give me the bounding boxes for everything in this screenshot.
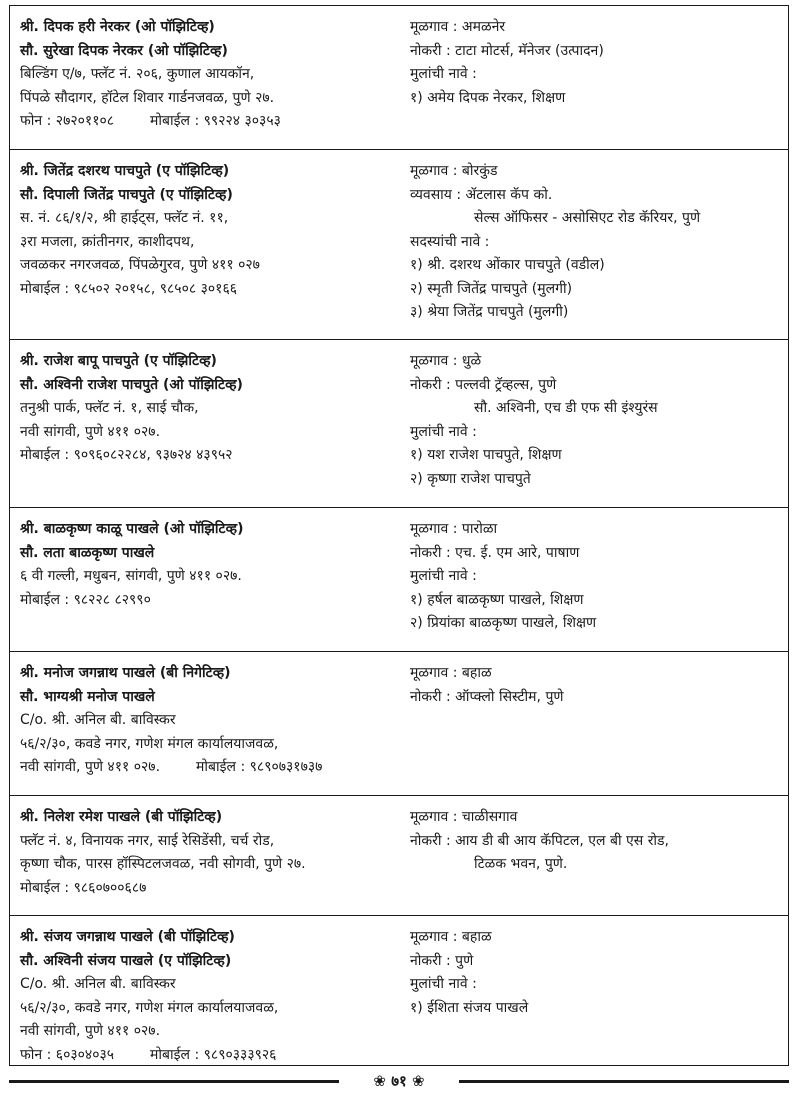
child-name: २) कृष्णा राजेश पाचपुते (410, 470, 531, 487)
head-name: श्री. राजेश बापू पाचपुते (ए पॉझिटिव्ह) (20, 353, 217, 369)
family-entry (10, 149, 788, 339)
details-column (410, 518, 780, 651)
phone-line (20, 756, 410, 780)
occupation-address: टिळक भवन, पुणे. (474, 856, 568, 872)
family-entry (10, 6, 788, 149)
family-entry (10, 795, 788, 915)
footer-rule-left (9, 1080, 339, 1083)
native-place: मूळगाव : बहाळ (410, 929, 492, 945)
head-name: श्री. संजय जगन्नाथ पाखले (बी पॉझिटिव्ह) (20, 929, 235, 945)
address-line: ५६/२/३०, कवडे नगर, गणेश मंगल कार्यालयाजवळ, (20, 999, 279, 1016)
contact-column (20, 160, 410, 339)
child-name: १) यश राजेश पाचपुते, शिक्षण (410, 447, 562, 463)
member-name: १) श्री. दशरथ ओंकार पाचपुते (वडील) (410, 257, 605, 273)
occupation: नोकरी : पुणे (410, 952, 474, 969)
address-line: जवळकर नगरजवळ, पिंपळेगुरव, पुणे ४११ ०२७ (20, 257, 260, 273)
head-name: श्री. मनोज जगन्नाथ पाखले (बी निगेटिव्ह) (20, 665, 231, 681)
head-name: श्री. बाळकृष्ण काळू पाखले (ओ पॉझिटिव्ह) (20, 521, 244, 537)
spouse-name: सौ. लता बाळकृष्ण पाखले (20, 544, 155, 561)
address-line: C/o. श्री. अनिल बी. बाविस्कर (20, 976, 176, 992)
family-entry (10, 651, 788, 795)
phone-number: फोन : २७२०११०८ (20, 113, 115, 129)
children-heading: मुलांची नावे : (410, 423, 477, 440)
designation: सेल्स ऑफिसर - असोसिएट रोड कॅरियर, पुणे (474, 210, 701, 226)
occupation: नोकरी : टाटा मोटर्स, मॅनेजर (उत्पादन) (410, 42, 604, 59)
native-place: मूळगाव : बोरकुंड (410, 163, 498, 179)
family-entry (10, 339, 788, 507)
business: व्यवसाय : ॲटलास कॅप को. (410, 186, 553, 203)
details-column (410, 926, 780, 1065)
ornament-icon: ❀ (412, 1072, 425, 1090)
child-name: १) ईशिता संजय पाखले (410, 999, 529, 1016)
family-entry (10, 915, 788, 1065)
child-name: २) प्रियांका बाळकृष्ण पाखले, शिक्षण (410, 615, 597, 631)
mobile-number: मोबाईल : ९९२२४ ३०३५३ (150, 113, 281, 129)
address-line: ५६/२/३०, कवडे नगर, गणेश मंगल कार्यालयाजवळ, (20, 735, 279, 752)
mobile-number: मोबाईल : ९०९६०८२२८४, ९३७२४ ४३९५२ (20, 447, 233, 463)
address-line: नवी सांगवी, पुणे ४११ ०२७. (20, 1023, 161, 1039)
family-entry (10, 507, 788, 651)
address-line: ३रा मजला, क्रांतीनगर, काशीदपथ, (20, 233, 195, 250)
mobile-number: मोबाईल : ९८२२८ ८२९९० (20, 591, 151, 608)
spouse-name: सौ. अश्विनी राजेश पाचपुते (ओ पॉझिटिव्ह) (20, 376, 243, 393)
page-number: ❀ ७१ ❀ (373, 1072, 425, 1090)
member-name: ३) श्रेया जितेंद्र पाचपुते (मुलगी) (410, 304, 569, 320)
details-column (410, 662, 780, 795)
details-column (410, 160, 780, 339)
contact-column (20, 518, 410, 651)
head-name: श्री. दिपक हरी नेरकर (ओ पॉझिटिव्ह) (20, 19, 215, 35)
member-name: २) स्मृती जितेंद्र पाचपुते (मुलगी) (410, 280, 573, 297)
spouse-name: सौ. सुरेखा दिपक नेरकर (ओ पॉझिटिव्ह) (20, 42, 228, 59)
details-column (410, 16, 780, 149)
address-line: फ्लॅट नं. ४, विनायक नगर, साई रेसिडेंसी, चर्च रोड, (20, 832, 275, 849)
address-line: ६ वी गल्ली, मधुबन, सांगवी, पुणे ४११ ०२७. (20, 568, 242, 584)
address-line: नवी सांगवी, पुणे ४११ ०२७. (20, 759, 161, 775)
native-place: मूळगाव : चाळीसगाव (410, 809, 518, 825)
occupation: नोकरी : पल्लवी ट्रॅव्हल्स, पुणे (410, 376, 557, 393)
mobile-number: मोबाईल : ९८५०२ २०१५८, ९८५०८ ३०१६६ (20, 280, 238, 297)
phone-line (20, 110, 410, 134)
children-heading: मुलांची नावे : (410, 66, 477, 82)
native-place: मूळगाव : अमळनेर (410, 19, 506, 35)
mobile-number: मोबाईल : ९८९०३३३९२६ (150, 1046, 277, 1063)
spouse-name: सौ. भाग्यश्री मनोज पाखले (20, 688, 155, 705)
address-line: C/o. श्री. अनिल बी. बाविस्कर (20, 712, 176, 728)
address-line: स. नं. ८६/१/२, श्री हाईट्स, फ्लॅट नं. ११, (20, 210, 229, 226)
members-heading: सदस्यांची नावे : (410, 233, 490, 250)
occupation: नोकरी : ऑप्क्लो सिस्टीम, पुणे (410, 688, 564, 705)
contact-column (20, 350, 410, 507)
child-name: १) अमेय दिपक नेरकर, शिक्षण (410, 89, 566, 106)
spouse-name: सौ. दिपाली जितेंद्र पाचपुते (ए पॉझिटिव्ह) (20, 186, 233, 203)
address-line: पिंपळे सौदागर, हॉटेल शिवार गार्डनजवळ, पुणे २७. (20, 89, 275, 106)
address-line: नवी सांगवी, पुणे ४११ ०२७. (20, 423, 161, 440)
page-footer (9, 1068, 789, 1096)
contact-column (20, 926, 410, 1065)
head-name: श्री. जितेंद्र दशरथ पाचपुते (ए पॉझिटिव्ह) (20, 163, 230, 179)
address-line: बिल्डिंग ए/७, फ्लॅट नं. २०६, कुणाल आयकॉन, (20, 66, 255, 82)
occupation: नोकरी : आय डी बी आय कॅपिटल, एल बी एस रोड, (410, 832, 669, 849)
child-name: १) हर्षल बाळकृष्ण पाखले, शिक्षण (410, 591, 584, 608)
footer-rule-right (459, 1080, 789, 1083)
spouse-occupation: सौ. अश्विनी, एच डी एफ सी इंश्युरंस (474, 400, 658, 416)
native-place: मूळगाव : धुळे (410, 353, 482, 369)
contact-column (20, 16, 410, 149)
mobile-number: मोबाईल : ९८९०७३१७३७ (196, 759, 323, 775)
phone-line (20, 1044, 410, 1066)
address-line: कृष्णा चौक, पारस हॉस्पिटलजवळ, नवी सोगवी, पुणे २७. (20, 856, 306, 872)
phone-number: फोन : ६०३०४०३५ (20, 1046, 115, 1063)
ornament-icon: ❀ (373, 1072, 386, 1090)
native-place: मूळगाव : बहाळ (410, 665, 492, 681)
directory-table (9, 5, 789, 1066)
details-column (410, 806, 780, 915)
contact-column (20, 806, 410, 915)
contact-column (20, 662, 410, 795)
children-heading: मुलांची नावे : (410, 976, 477, 992)
details-column (410, 350, 780, 507)
head-name: श्री. निलेश रमेश पाखले (बी पॉझिटिव्ह) (20, 809, 223, 825)
address-line: तनुश्री पार्क, फ्लॅट नं. १, साई चौक, (20, 400, 199, 416)
mobile-number: मोबाईल : ९८६०७००६८७ (20, 879, 147, 896)
spouse-name: सौ. अश्विनी संजय पाखले (ए पॉझिटिव्ह) (20, 952, 232, 969)
children-heading: मुलांची नावे : (410, 568, 477, 584)
occupation: नोकरी : एच. ई. एम आरे, पाषाण (410, 544, 580, 561)
native-place: मूळगाव : पारोळा (410, 521, 498, 537)
